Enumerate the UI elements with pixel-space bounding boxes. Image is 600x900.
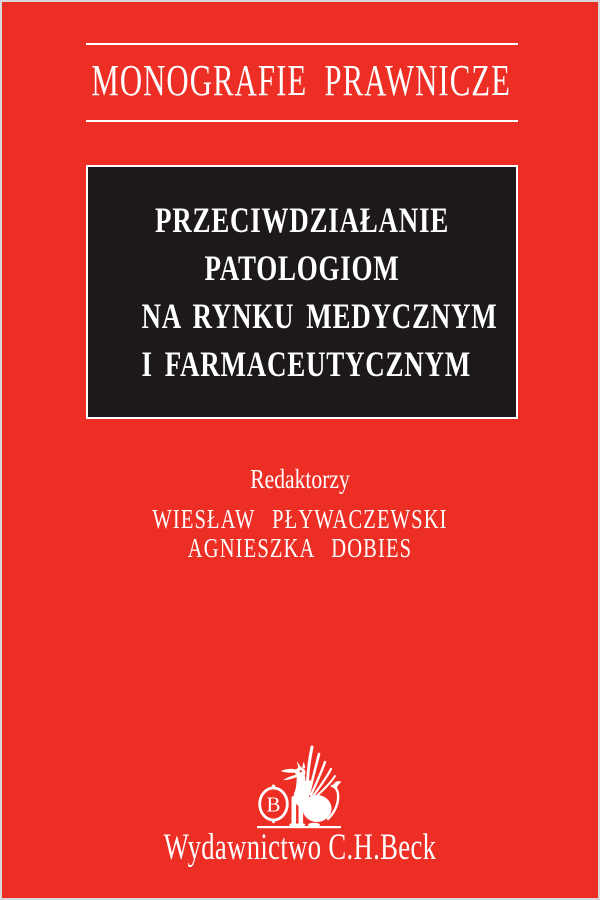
griffin-icon	[257, 747, 342, 828]
griffin-wing	[307, 747, 335, 799]
editor-name: AGNIESZKA DOBIES	[187, 533, 413, 564]
chbeck-griffin-logo-icon	[255, 742, 345, 830]
book-title-line: PATOLOGIOM	[204, 248, 400, 288]
monogram-letter: B	[266, 792, 281, 817]
title-box	[86, 165, 518, 419]
editor-name: WIESŁAW PŁYWACZEWSKI	[152, 504, 448, 535]
book-title-line: PRZECIWDZIAŁANIE	[154, 200, 450, 240]
oval-bottom-knob	[272, 820, 275, 823]
series-rule-bottom	[86, 120, 518, 122]
editors-block	[2, 463, 598, 563]
series-rule-top	[86, 43, 518, 45]
oval-top-knob	[272, 785, 276, 789]
series-title: MONOGRAFIE PRAWNICZE	[91, 56, 512, 105]
book-title-line: NA RYNKU MEDYCZNYM	[141, 296, 498, 336]
publisher-name: Wydawnictwo C.H.Beck	[163, 827, 437, 868]
book-title-line: I FARMACEUTYCZNYM	[141, 344, 471, 384]
griffin-eye	[300, 770, 302, 772]
editors-heading: Redaktorzy	[250, 464, 350, 494]
